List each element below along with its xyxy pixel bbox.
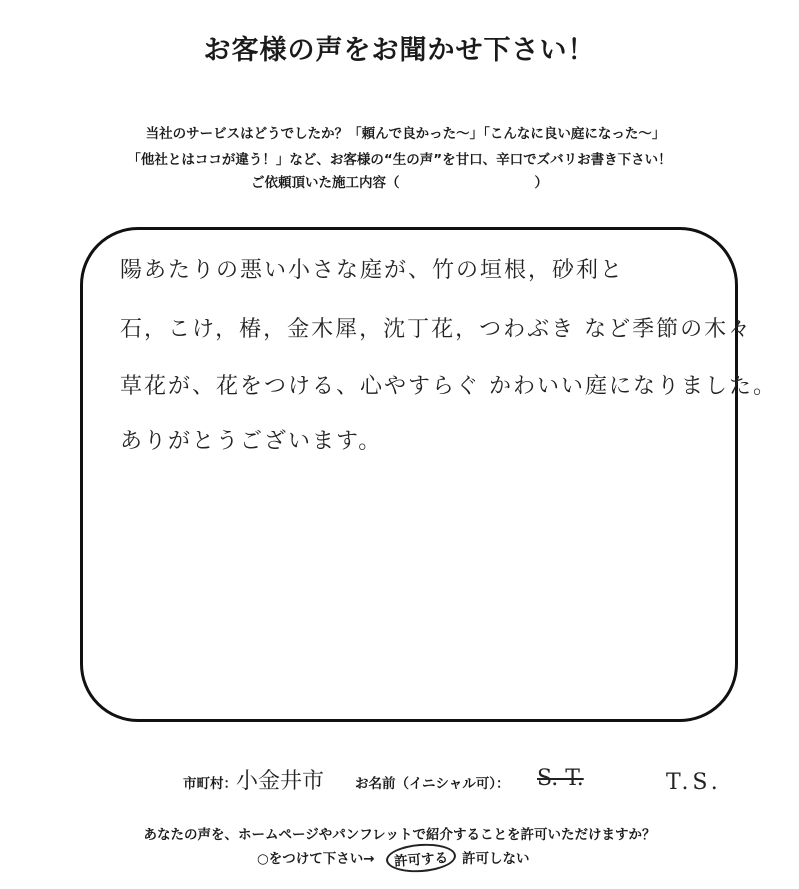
- consent-deny-option[interactable]: 許可しない: [462, 851, 530, 867]
- name-label: お名前（イニシャル可）：: [355, 776, 510, 792]
- consent-instruction: ○をつけて下さい→: [257, 851, 375, 867]
- comment-line-2: 石，こけ，椿，金木犀，沈丁花，つわぶき など季節の木々: [120, 317, 753, 342]
- consent-allow-option[interactable]: 許可する: [385, 842, 457, 875]
- comment-line-3: 草花が、花をつける、心やすらぐ かわいい庭になりました。: [120, 374, 777, 399]
- comment-line-4: ありがとうございます。: [120, 429, 383, 454]
- comment-box: [80, 227, 777, 722]
- work-content-label: ご依頼頂いた施工内容（ ）: [251, 175, 548, 191]
- initials-struck-out: S. T.: [537, 766, 584, 791]
- city-value: 小金井市: [236, 769, 325, 794]
- initials-value: T.S.: [666, 770, 722, 795]
- comment-line-1: 陽あたりの悪い小さな庭が、竹の垣根，砂利と: [120, 258, 625, 283]
- form-title: お客様の声をお聞かせ下さい！: [203, 35, 596, 66]
- intro-text-line-2: 「他社とはココが違う！」など、お客様の“生の声”を甘口、辛口でズバリお書き下さい！: [127, 152, 672, 168]
- city-label: 市町村：: [183, 776, 237, 792]
- intro-text-line-1: 当社のサービスはどうでしたか？「頼んで良かった～」「こんなに良い庭になった～」: [145, 126, 666, 142]
- consent-question: あなたの声を、ホームページやパンフレットで紹介することを許可いただけますか？: [143, 827, 656, 843]
